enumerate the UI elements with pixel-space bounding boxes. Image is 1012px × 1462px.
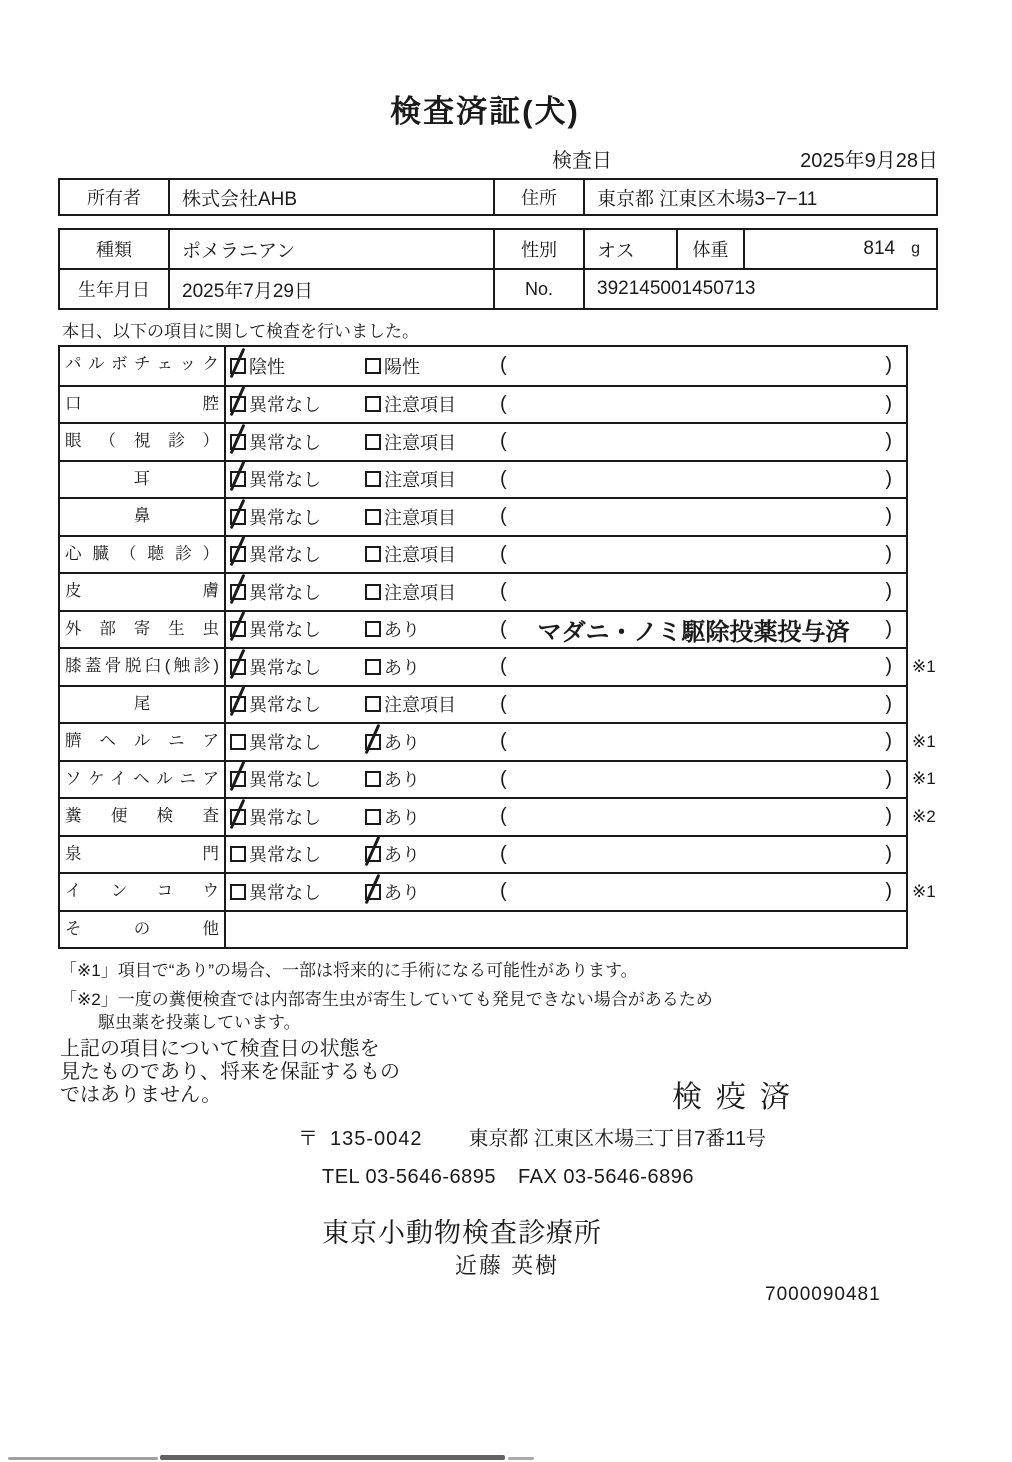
- paren-open: (: [500, 617, 507, 640]
- quarantine-stamp: 検疫済: [672, 1081, 804, 1114]
- footnote-1: 「※1」項目で“あり”の場合、一部は将来的に手術になる可能性があります。: [60, 961, 638, 980]
- exam-option-1: [230, 424, 321, 460]
- weight-value-cell: [745, 230, 936, 268]
- checkbox-icon: [230, 884, 246, 900]
- option-2-label: あり: [384, 845, 420, 866]
- option-1-label: 異常なし: [249, 770, 321, 791]
- footnote-2-line2: 駆虫薬を投薬しています。: [98, 1013, 301, 1032]
- option-2-label: 注意項目: [384, 432, 456, 453]
- weight-label: 体重: [678, 230, 745, 268]
- exam-option-2: [365, 837, 420, 873]
- species-value: ポメラニアン: [170, 230, 495, 268]
- exam-item-label: 耳: [60, 462, 226, 498]
- disclaimer-line3: ではありません。: [60, 1084, 222, 1106]
- paren-close: ): [885, 505, 892, 528]
- option-1-label: 異常なし: [249, 507, 321, 528]
- paren-open: (: [500, 580, 507, 603]
- exam-option-2: [365, 424, 456, 460]
- sex-label: 性別: [495, 230, 585, 268]
- scan-artifact: [8, 1457, 158, 1460]
- checklist-row: [60, 422, 906, 460]
- paren-open: (: [500, 692, 507, 715]
- address-value: 東京都 江東区木場3−7−11: [597, 188, 818, 210]
- scan-artifact: [508, 1457, 534, 1460]
- disclaimer-text: [60, 1038, 400, 1107]
- paren-open: (: [500, 655, 507, 678]
- option-1-label: 陰性: [249, 356, 285, 377]
- paren-open: (: [500, 430, 507, 453]
- option-1-label: 異常なし: [249, 582, 321, 603]
- exam-item-label: 尾: [60, 687, 226, 723]
- exam-item-label: 鼻: [60, 499, 226, 535]
- certificate-no-label: No.: [495, 270, 585, 308]
- checklist-row: [60, 797, 936, 835]
- paren-open: (: [500, 467, 507, 490]
- birth-label: 生年月日: [60, 270, 170, 308]
- paren-open: (: [500, 805, 507, 828]
- exam-option-2: [365, 762, 420, 798]
- exam-item-label: 皮膚: [60, 574, 226, 610]
- dog-info-table: [58, 228, 938, 310]
- exam-item-label: ソケイヘルニア: [60, 762, 226, 798]
- option-2-label: あり: [384, 770, 420, 791]
- checkbox-checked-icon: [230, 771, 246, 787]
- inspection-date-label: 検査日: [552, 150, 612, 172]
- owner-value: 株式会社AHB: [170, 180, 495, 214]
- checkbox-checked-icon: [230, 659, 246, 675]
- exam-item-label: 臍ヘルニア: [60, 724, 226, 760]
- page-title: 検査済証(犬): [390, 94, 580, 129]
- checklist-row: [60, 535, 906, 573]
- disclaimer-line1: 上記の項目について検査日の状態を: [60, 1038, 380, 1060]
- exam-option-2: [365, 462, 456, 498]
- exam-option-2: [365, 499, 456, 535]
- paren-open: (: [500, 354, 507, 377]
- inspection-date-value: 2025年9月28日: [800, 150, 938, 172]
- exam-option-2: [365, 612, 420, 648]
- inspection-date-line: [552, 144, 938, 173]
- exam-option-2: [365, 799, 420, 835]
- checkbox-checked-icon: [230, 809, 246, 825]
- checklist-row: [60, 872, 936, 910]
- checklist-row: [60, 610, 906, 648]
- exam-item-label: 口腔: [60, 387, 226, 423]
- exam-option-1: [230, 762, 321, 798]
- checklist-row: [60, 497, 906, 535]
- checkbox-icon: [365, 471, 381, 487]
- option-1-label: 異常なし: [249, 807, 321, 828]
- exam-option-1: [230, 347, 285, 385]
- exam-option-2: [365, 574, 456, 610]
- reference-mark: ※1: [912, 881, 936, 901]
- option-2-label: 注意項目: [384, 470, 456, 491]
- checkbox-icon: [365, 621, 381, 637]
- paren-open: (: [500, 542, 507, 565]
- checkbox-checked-icon: [230, 471, 246, 487]
- checklist-row: [60, 647, 936, 685]
- exam-option-1: [230, 649, 321, 685]
- option-2-label: 注意項目: [384, 695, 456, 716]
- option-2-label: あり: [384, 620, 420, 641]
- weight-value: 814: [863, 238, 896, 259]
- reference-mark: ※1: [912, 731, 936, 751]
- option-1-label: 異常なし: [249, 470, 321, 491]
- option-1-label: 異常なし: [249, 545, 321, 566]
- option-1-label: 異常なし: [249, 845, 321, 866]
- checkbox-checked-icon: [230, 358, 246, 374]
- checklist-row: [60, 460, 906, 498]
- exam-option-1: [230, 574, 321, 610]
- paren-open: (: [500, 392, 507, 415]
- exam-item-label: 糞便検査: [60, 799, 226, 835]
- address-label: 住所: [495, 180, 585, 214]
- species-label: 種類: [60, 230, 170, 268]
- option-1-label: 異常なし: [249, 882, 321, 903]
- checkbox-icon: [230, 846, 246, 862]
- exam-option-2: [365, 347, 420, 385]
- exam-option-1: [230, 874, 321, 910]
- paren-close: ): [885, 767, 892, 790]
- checklist-row: [60, 347, 906, 385]
- checkbox-checked-icon: [230, 696, 246, 712]
- reference-mark: ※1: [912, 656, 936, 676]
- paren-open: (: [500, 880, 507, 903]
- checkbox-icon: [365, 546, 381, 562]
- owner-table: [58, 178, 938, 216]
- paren-close: ): [885, 805, 892, 828]
- clinic-name: 東京小動物検査診療所: [322, 1218, 602, 1248]
- checkbox-icon: [365, 771, 381, 787]
- checklist-row: [60, 385, 906, 423]
- option-2-label: あり: [384, 732, 420, 753]
- exam-item-label: 膝蓋骨脱臼(触診): [60, 649, 226, 685]
- paren-close: ): [885, 655, 892, 678]
- option-2-label: あり: [384, 657, 420, 678]
- exam-option-1: [230, 612, 321, 648]
- paren-close: ): [885, 730, 892, 753]
- paren-open: (: [500, 730, 507, 753]
- checkbox-icon: [365, 396, 381, 412]
- checkbox-checked-icon: [230, 621, 246, 637]
- exam-option-1: [230, 387, 321, 423]
- paren-close: ): [885, 430, 892, 453]
- exam-item-label: 外部寄生虫: [60, 612, 226, 648]
- exam-option-2: [365, 724, 420, 760]
- option-2-label: あり: [384, 882, 420, 903]
- exam-option-1: [230, 837, 321, 873]
- checkbox-icon: [365, 509, 381, 525]
- intro-sentence: 本日、以下の項目に関して検査を行いました。: [62, 322, 419, 341]
- checkbox-icon: [365, 358, 381, 374]
- paren-close: ): [885, 842, 892, 865]
- exam-remark-text: マダニ・ノミ駆除投薬投与済: [537, 618, 850, 646]
- checklist-row: [60, 685, 906, 723]
- checkbox-icon: [365, 809, 381, 825]
- scan-artifact: [160, 1455, 505, 1460]
- paren-close: ): [885, 580, 892, 603]
- option-1-label: 異常なし: [249, 620, 321, 641]
- serial-number: 7000090481: [765, 1284, 881, 1305]
- checkbox-checked-icon: [230, 546, 246, 562]
- exam-item-label: パルボチェック: [60, 347, 226, 385]
- paren-close: ): [885, 354, 892, 377]
- checkbox-icon: [365, 434, 381, 450]
- checkbox-checked-icon: [230, 434, 246, 450]
- option-2-label: 注意項目: [384, 395, 456, 416]
- birth-value: 2025年7月29日: [170, 270, 495, 308]
- exam-item-label: 泉門: [60, 837, 226, 873]
- checklist-row: [60, 722, 936, 760]
- option-2-label: あり: [384, 807, 420, 828]
- exam-item-label: 眼（視診）: [60, 424, 226, 460]
- paren-close: ): [885, 392, 892, 415]
- checkbox-checked-icon: [365, 846, 381, 862]
- paren-close: ): [885, 542, 892, 565]
- exam-item-label: インコウ: [60, 874, 226, 910]
- footnote-2-line1: 「※2」一度の糞便検査では内部寄生虫が寄生していても発見できない場合があるため: [60, 990, 713, 1009]
- checkbox-checked-icon: [230, 509, 246, 525]
- exam-option-1: [230, 687, 321, 723]
- option-2-label: 注意項目: [384, 507, 456, 528]
- exam-item-label: その他: [60, 912, 226, 948]
- postal-code: 135-0042: [330, 1128, 423, 1150]
- exam-option-2: [365, 649, 420, 685]
- exam-option-1: [230, 537, 321, 573]
- paren-close: ): [885, 880, 892, 903]
- checklist-row: [60, 835, 906, 873]
- option-2-label: 注意項目: [384, 582, 456, 603]
- paren-close: ): [885, 692, 892, 715]
- clinic-tel: TEL 03-5646-6895: [322, 1166, 497, 1188]
- owner-label: 所有者: [60, 180, 170, 214]
- owner-row: [60, 180, 936, 214]
- reference-mark: ※2: [912, 806, 936, 826]
- postal-mark: 〒: [298, 1128, 318, 1150]
- option-1-label: 異常なし: [249, 732, 321, 753]
- exam-option-1: [230, 462, 321, 498]
- checklist-row: [60, 760, 936, 798]
- birth-row: [60, 268, 936, 308]
- paren-open: (: [500, 505, 507, 528]
- certificate-no-value: 392145001450713: [597, 278, 756, 299]
- exam-option-1: [230, 799, 321, 835]
- exam-option-2: [365, 687, 456, 723]
- exam-checklist-table: [58, 345, 936, 949]
- checkbox-checked-icon: [365, 884, 381, 900]
- exam-option-2: [365, 874, 420, 910]
- paren-close: ): [885, 467, 892, 490]
- exam-option-2: [365, 387, 456, 423]
- disclaimer-line2: 見たものであり、将来を保証するもの: [60, 1061, 400, 1083]
- veterinarian-name: 近藤 英樹: [455, 1253, 560, 1278]
- checkbox-checked-icon: [365, 734, 381, 750]
- option-2-label: 陽性: [384, 356, 420, 377]
- clinic-tel-line: [322, 1166, 694, 1189]
- checkbox-icon: [365, 659, 381, 675]
- checkbox-icon: [365, 584, 381, 600]
- option-2-label: 注意項目: [384, 545, 456, 566]
- checkbox-checked-icon: [230, 396, 246, 412]
- paren-open: (: [500, 842, 507, 865]
- paren-close: ): [885, 617, 892, 640]
- reference-mark: ※1: [912, 769, 936, 789]
- option-1-label: 異常なし: [249, 432, 321, 453]
- paren-open: (: [500, 767, 507, 790]
- clinic-postal-line: [298, 1122, 766, 1151]
- weight-unit: g: [911, 240, 920, 257]
- checklist-row: [60, 910, 906, 948]
- exam-option-1: [230, 499, 321, 535]
- checkbox-icon: [230, 734, 246, 750]
- exam-option-2: [365, 537, 456, 573]
- checkbox-icon: [365, 696, 381, 712]
- option-1-label: 異常なし: [249, 695, 321, 716]
- option-1-label: 異常なし: [249, 395, 321, 416]
- exam-item-label: 心臓（聴診）: [60, 537, 226, 573]
- species-row: [60, 230, 936, 268]
- clinic-fax: FAX 03-5646-6896: [518, 1166, 694, 1188]
- checkbox-checked-icon: [230, 584, 246, 600]
- clinic-address: 東京都 江東区木場三丁目7番11号: [468, 1128, 766, 1150]
- sex-value: オス: [585, 230, 678, 268]
- checklist-row: [60, 572, 906, 610]
- exam-option-1: [230, 724, 321, 760]
- option-1-label: 異常なし: [249, 657, 321, 678]
